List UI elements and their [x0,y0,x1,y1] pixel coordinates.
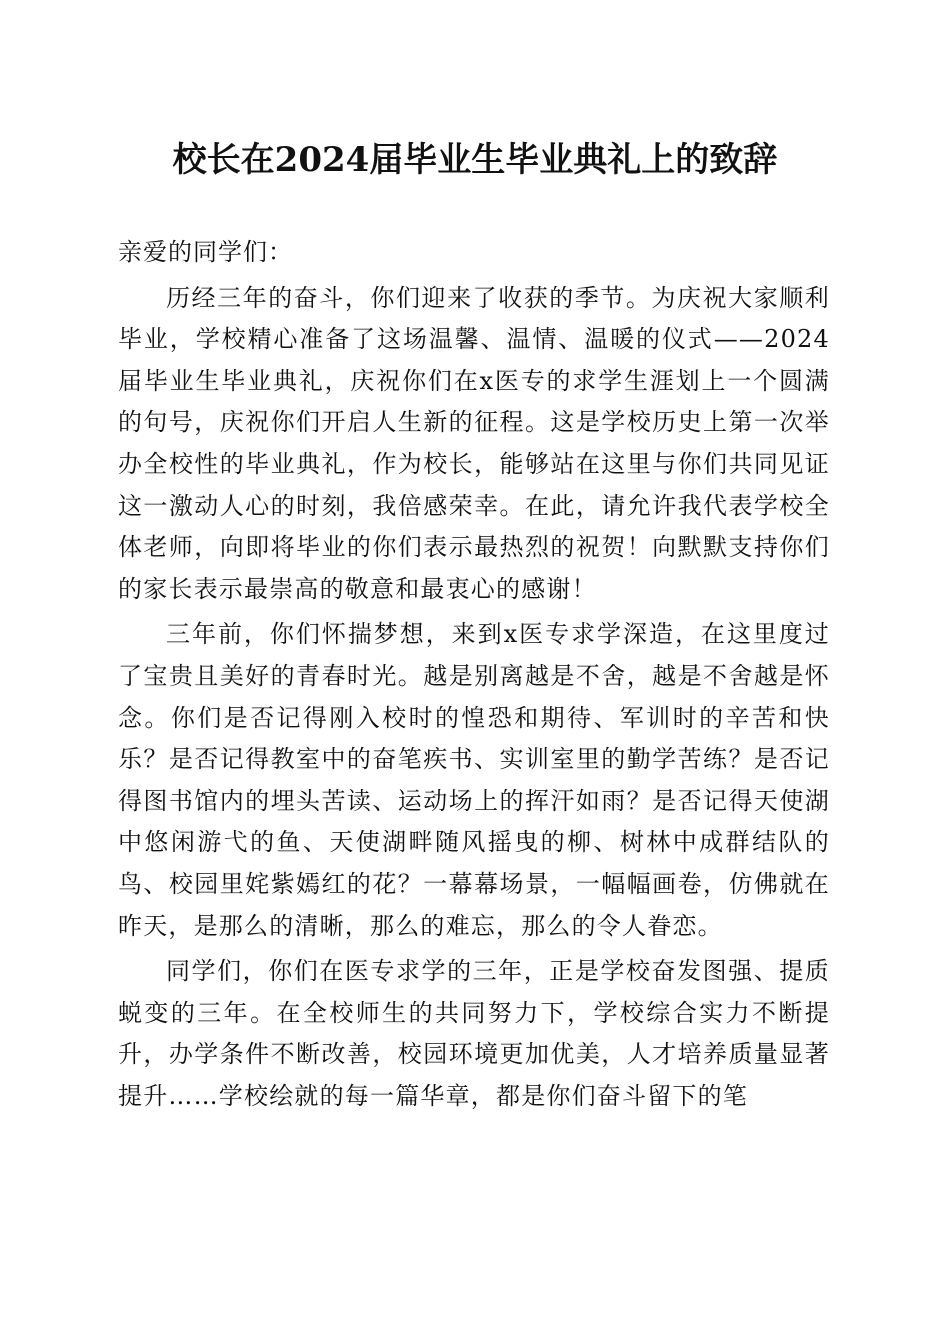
document-title: 校长在2024届毕业生毕业典礼上的致辞 [172,140,778,180]
greeting: 亲爱的同学们： [118,238,293,266]
paragraph: 同学们，你们在医专求学的三年，正是学校奋发图强、提质蜕变的三年。在全校师生的共同努力下，学校综合实力不断提升，办学条件不断改善，校园环境更加优美，人才培养质量显著提升……学校绘就的每一篇华章，都是你们奋斗留下的笔 [118,957,830,1110]
paragraph: 三年前，你们怀揣梦想，来到x医专求学深造，在这里度过了宝贵且美好的青春时光。越是别离越是不舍，越是不舍越是怀念。你们是否记得刚入校时的惶恐和期待、军训时的辛苦和快乐？是否记得教室中的奋笔疾书、实训室里的勤学苦练？是否记得图书馆内的埋头苦读、运动场上的挥汗如雨？是否记得天使湖中悠闲游弋的鱼、天使湖畔随风摇曳的柳、树林中成群结队的鸟、校园里姹紫嫣红的花？一幕幕场景，一幅幅画卷，仿佛就在昨天，是那么的清晰，那么的难忘，那么的令人眷恋。 [118,620,830,940]
document-body [118,232,830,1121]
paragraph: 历经三年的奋斗，你们迎来了收获的季节。为庆祝大家顺利毕业，学校精心准备了这场温馨、温情、温暖的仪式——2024届毕业生毕业典礼，庆祝你们在x医专的求学生涯划上一个圆满的句号，庆祝你们开启人生新的征程。这是学校历史上第一次举办全校性的毕业典礼，作为校长，能够站在这里与你们共同见证这一激动人心的时刻，我倍感荣幸。在此，请允许我代表学校全体老师，向即将毕业的你们表示最热烈的祝贺！向默默支持你们的家长表示最崇高的敬意和最衷心的感谢！ [118,283,830,603]
